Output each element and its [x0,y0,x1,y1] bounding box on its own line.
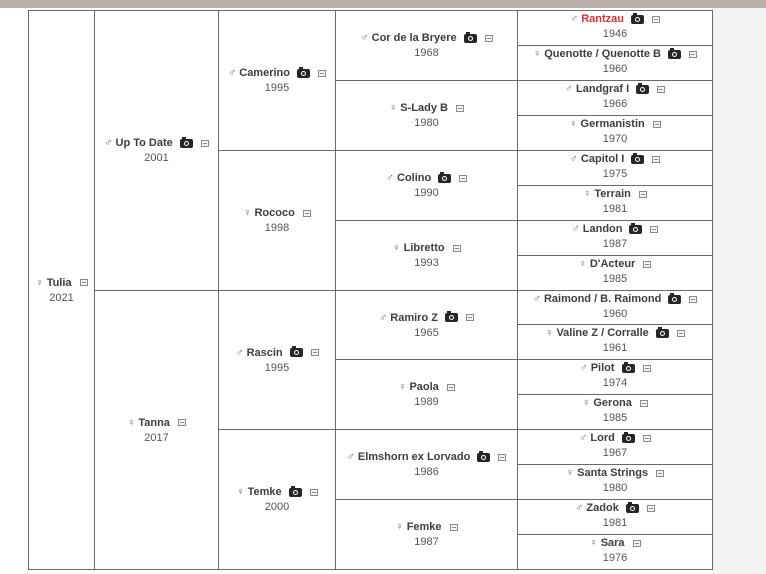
info-icon[interactable] [643,435,651,442]
horse-cell [218,150,336,291]
horse-cell [28,10,95,570]
birth-year: 2021 [49,291,74,304]
male-symbol-icon: ♂ [346,451,355,463]
horse-name-line [533,293,698,305]
camera-icon[interactable] [622,434,635,443]
birth-year: 1966 [602,98,628,110]
birth-year: 1968 [414,47,439,59]
female-symbol-icon: ♀ [35,276,44,289]
birth-year: 1970 [602,133,628,145]
birth-year: 1995 [264,82,290,94]
birth-year: 1990 [414,187,439,199]
female-symbol-icon: ♀ [392,242,401,254]
male-symbol-icon: ♂ [579,362,588,374]
birth-year: 1981 [602,203,628,215]
info-icon[interactable] [643,365,651,372]
horse-name-link[interactable]: Santa Strings [577,467,649,479]
horse-name-link[interactable]: Rococo [254,207,295,219]
male-symbol-icon: ♂ [575,502,584,514]
horse-name-link[interactable]: Libretto [403,242,445,254]
male-symbol-icon: ♂ [360,32,369,44]
birth-year: 1975 [602,168,628,180]
female-symbol-icon: ♀ [236,486,245,498]
info-icon[interactable] [318,70,326,77]
horse-name-line [395,521,457,533]
camera-icon[interactable] [445,313,458,322]
horse-name-link[interactable]: Elmshorn ex Lorvado [357,451,471,463]
birth-year: 1987 [414,536,439,548]
horse-name-link[interactable]: Colino [397,172,432,184]
horse-cell [517,464,713,500]
horse-cell [335,429,518,500]
camera-icon[interactable] [297,69,310,78]
info-icon[interactable] [310,489,318,496]
horse-cell [517,185,713,221]
birth-year: 1985 [602,412,628,424]
info-icon[interactable] [311,349,319,356]
horse-cell [517,80,713,116]
horse-cell [517,324,713,360]
female-symbol-icon: ♀ [545,327,554,339]
info-icon[interactable] [466,314,474,321]
birth-year: 1980 [414,117,439,129]
birth-year: 2017 [144,431,169,444]
camera-icon[interactable] [464,34,477,43]
horse-name-line [347,451,507,463]
female-symbol-icon: ♀ [398,381,407,393]
info-icon[interactable] [456,105,464,112]
female-symbol-icon: ♀ [582,397,591,409]
horse-cell [218,290,336,430]
horse-name-link[interactable]: Tulia [46,276,72,289]
horse-name-line [582,397,648,409]
horse-cell [335,80,518,151]
horse-name-line [570,13,660,25]
male-symbol-icon: ♂ [104,137,113,149]
horse-name-line [127,417,186,429]
birth-year: 2001 [144,152,169,164]
info-icon[interactable] [657,86,665,93]
horse-cell [517,255,713,291]
horse-name-line [545,327,685,339]
female-symbol-icon: ♀ [127,416,136,429]
birth-year: 1960 [602,63,628,75]
horse-name-link[interactable]: Sara [600,537,625,549]
female-symbol-icon: ♀ [589,537,598,549]
info-icon[interactable] [447,384,455,391]
birth-year: 1980 [602,482,628,494]
horse-name-line [104,137,209,149]
info-icon[interactable] [485,35,493,42]
info-icon[interactable] [450,524,458,531]
birth-year: 1974 [602,377,628,389]
camera-icon[interactable] [477,453,490,462]
horse-name-link[interactable]: Germanistin [580,118,645,130]
birth-year: 1981 [602,517,628,529]
horse-cell [335,499,518,570]
horse-name-link[interactable]: Gerona [593,397,632,409]
horse-cell [218,429,336,570]
birth-year: 1995 [264,361,290,374]
camera-icon[interactable] [631,155,644,164]
horse-name-link[interactable]: Up To Date [115,137,173,149]
horse-name-line [579,362,650,374]
horse-name-link[interactable]: Femke [406,521,442,533]
horse-name-line [570,153,661,165]
birth-year: 1986 [414,466,439,478]
info-icon[interactable] [80,279,88,286]
horse-name-line [379,312,474,324]
info-icon[interactable] [689,296,697,303]
info-icon[interactable] [201,140,209,147]
male-symbol-icon: ♂ [564,83,574,95]
birth-year: 2000 [264,501,290,513]
horse-name-line [236,486,317,498]
camera-icon[interactable] [629,225,642,234]
birth-year: 1960 [602,308,628,320]
birth-year: 1961 [602,342,628,354]
horse-name-link[interactable]: D'Acteur [589,258,636,270]
horse-name-link[interactable]: Valine Z / Corralle [556,327,649,339]
male-symbol-icon: ♂ [228,67,237,79]
female-symbol-icon: ♀ [578,258,587,270]
birth-year: 1946 [602,28,628,40]
info-icon[interactable] [640,400,648,407]
horse-cell [335,10,518,81]
horse-cell [94,290,219,570]
female-symbol-icon: ♀ [389,102,398,114]
birth-year: 1998 [264,222,290,234]
info-icon[interactable] [498,454,506,461]
birth-year: 1976 [602,552,628,564]
horse-name-line [589,537,640,549]
horse-name-line [579,432,651,444]
horse-cell [517,394,713,430]
horse-name-link[interactable]: Quenotte / Quenotte B [544,48,661,60]
female-symbol-icon: ♀ [565,467,575,479]
info-icon[interactable] [639,191,647,198]
horse-cell [517,150,713,186]
male-symbol-icon: ♂ [569,153,578,165]
male-symbol-icon: ♂ [569,13,579,25]
horse-cell [517,45,713,81]
horse-name-link[interactable]: Ramiro Z [390,311,438,324]
female-symbol-icon: ♀ [583,188,592,200]
horse-name-link[interactable]: Tanna [138,416,170,429]
horse-cell [218,10,336,151]
info-icon[interactable] [643,261,651,268]
horse-name-line [575,502,655,514]
camera-icon[interactable] [180,139,193,148]
horse-name-line [235,347,318,359]
male-symbol-icon: ♂ [579,432,588,444]
horse-cell [517,115,713,151]
horse-name-line [392,242,460,254]
male-symbol-icon: ♂ [532,293,541,305]
info-icon[interactable] [178,419,186,426]
horse-cell [335,220,518,291]
info-icon[interactable] [689,51,697,58]
camera-icon[interactable] [656,329,669,338]
horse-name-line [360,32,492,44]
birth-year: 1993 [414,257,439,269]
male-symbol-icon: ♂ [385,172,395,184]
info-icon[interactable] [633,540,641,547]
male-symbol-icon: ♂ [571,223,580,235]
info-icon[interactable] [652,16,660,23]
info-icon[interactable] [652,156,660,163]
birth-year: 1989 [414,396,439,408]
horse-name-line [386,172,467,184]
camera-icon[interactable] [636,85,649,94]
horse-cell [517,499,713,535]
info-icon[interactable] [656,470,664,477]
horse-name-link[interactable]: Pilot [590,362,615,374]
info-icon[interactable] [647,505,655,512]
camera-icon[interactable] [626,504,639,513]
horse-name-link[interactable]: Cor de la Bryere [371,32,457,44]
horse-name-link[interactable]: Paola [409,381,439,393]
horse-cell [517,10,713,46]
horse-name-link[interactable]: Camerino [239,67,290,79]
info-icon[interactable] [459,175,467,182]
camera-icon[interactable] [290,348,303,357]
female-symbol-icon: ♀ [569,118,578,130]
horse-cell [517,290,713,325]
horse-name-line [35,277,87,289]
birth-year: 1965 [414,326,439,339]
horse-name-line [533,48,697,60]
horse-name-link[interactable]: Terrain [594,188,631,200]
horse-name-link[interactable]: Lord [590,432,615,444]
info-icon[interactable] [677,330,685,337]
horse-name-line [583,188,647,200]
horse-name-link[interactable]: Rascin [246,346,283,359]
birth-year: 1987 [602,238,628,250]
horse-name-line [572,223,659,235]
horse-name-line [228,67,326,79]
info-icon[interactable] [653,121,661,128]
horse-cell [335,290,518,360]
male-symbol-icon: ♂ [235,346,244,359]
horse-name-link[interactable]: Temke [247,486,282,498]
horse-cell [517,429,713,465]
info-icon[interactable] [303,210,311,217]
female-symbol-icon: ♀ [533,48,542,60]
female-symbol-icon: ♀ [243,207,252,219]
horse-cell [94,10,219,291]
horse-name-line [398,381,455,393]
info-icon[interactable] [453,245,461,252]
horse-name-link[interactable]: Rantzau [581,13,625,25]
male-symbol-icon: ♂ [379,311,388,324]
horse-name-line [565,83,665,95]
horse-name-line [569,118,660,130]
birth-year: 1967 [602,447,628,459]
horse-name-link[interactable]: S-Lady B [400,102,448,114]
horse-name-line [389,102,464,114]
horse-name-line [579,258,652,270]
horse-cell [517,534,713,570]
camera-icon[interactable] [289,488,302,497]
horse-name-link[interactable]: Landgraf I [576,83,630,95]
horse-name-line [566,467,664,479]
female-symbol-icon: ♀ [395,521,404,533]
camera-icon[interactable] [631,15,644,24]
camera-icon[interactable] [622,364,635,373]
horse-cell [335,359,518,430]
horse-name-link[interactable]: Zadok [586,502,619,514]
horse-name-link[interactable]: Capitol I [580,153,625,165]
camera-icon[interactable] [668,50,681,59]
horse-cell [335,150,518,221]
horse-name-link[interactable]: Landon [582,223,623,235]
horse-name-link[interactable]: Raimond / B. Raimond [543,293,662,305]
camera-icon[interactable] [668,295,681,304]
info-icon[interactable] [650,226,658,233]
horse-cell [517,359,713,395]
birth-year: 1985 [602,273,628,285]
camera-icon[interactable] [438,174,451,183]
horse-name-line [243,207,311,219]
horse-cell [517,220,713,256]
